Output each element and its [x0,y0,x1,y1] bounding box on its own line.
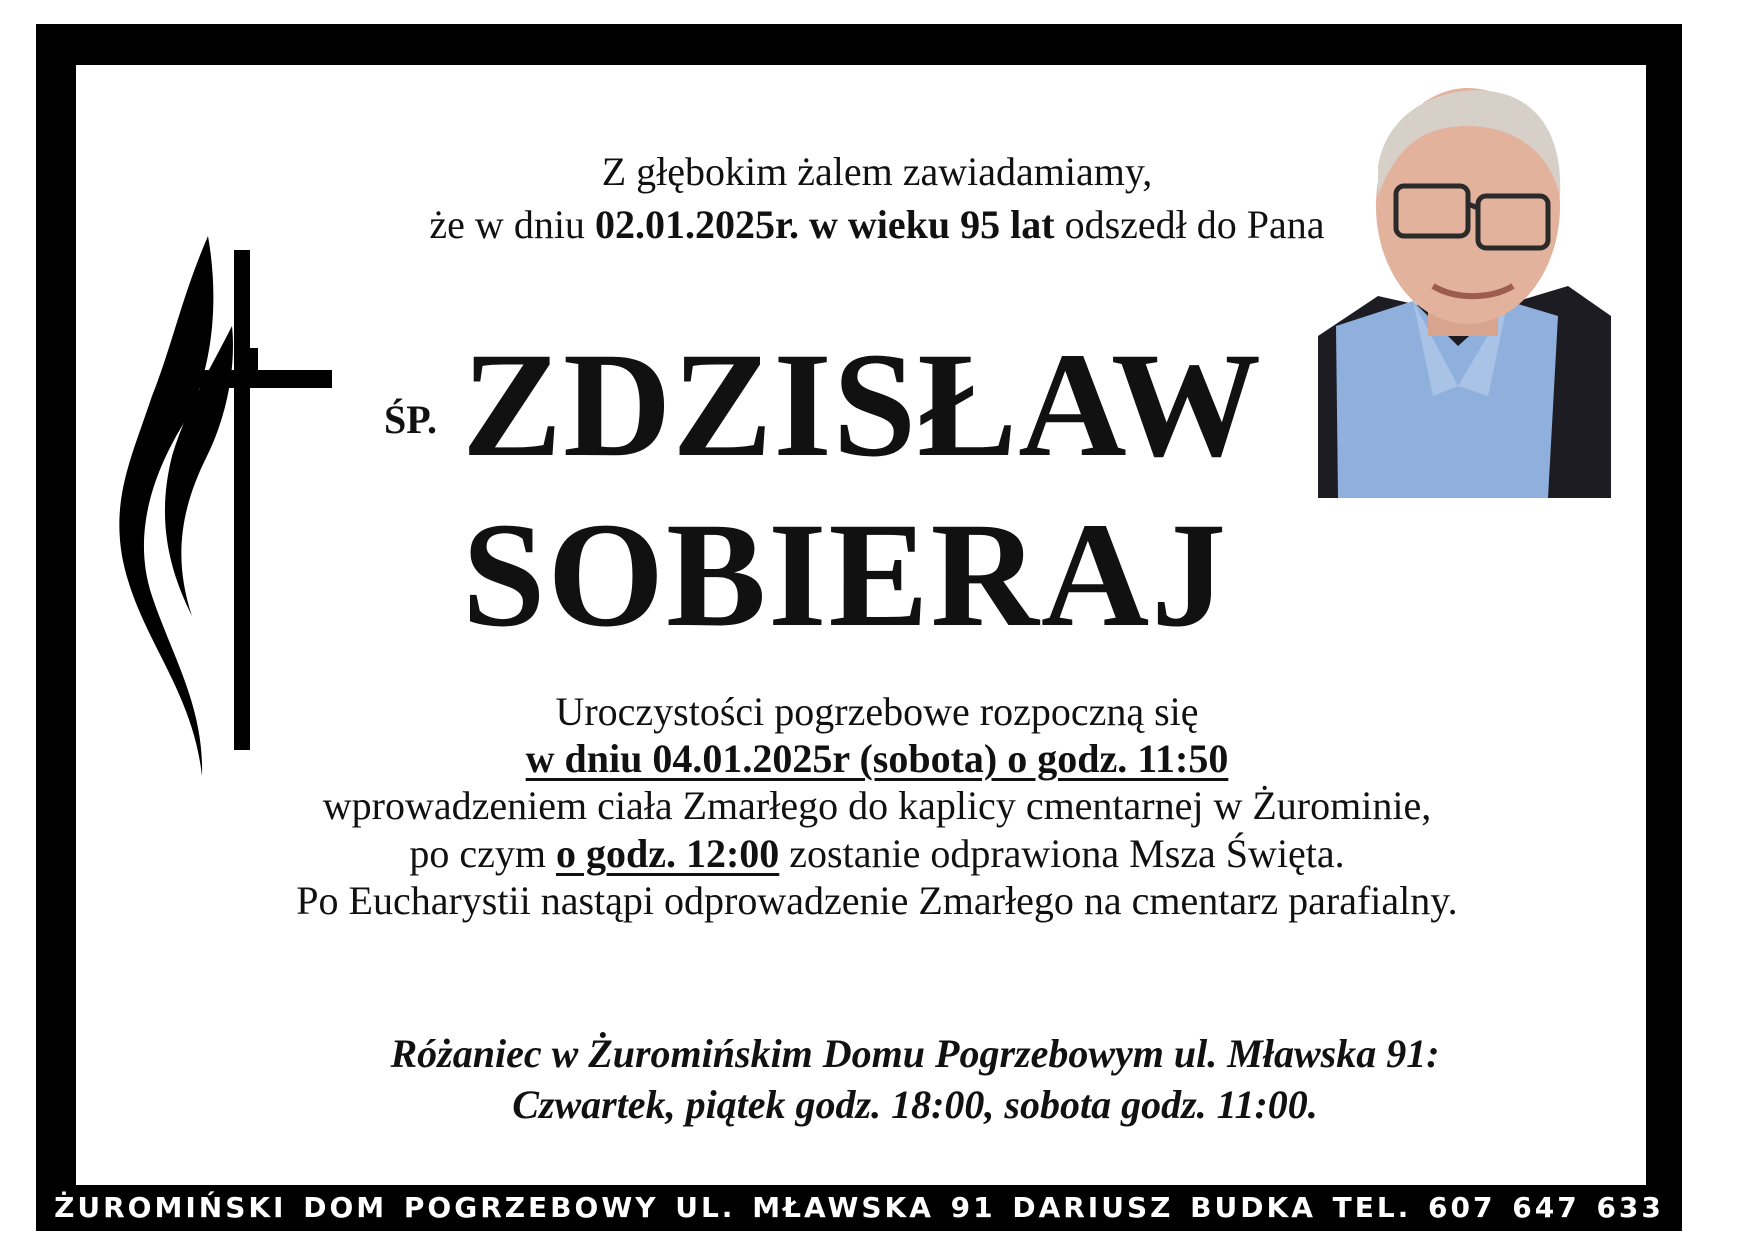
intro-line-1: Z głębokim żalem zawiadamiamy, [601,149,1153,194]
age: w wieku 95 lat [799,202,1055,247]
ceremony-line-4 [0,832,1754,876]
mass-time: o godz. 12:00 [555,831,780,876]
last-name: SOBIERAJ [462,492,1229,658]
portrait-photo [1318,86,1611,498]
ceremony-line-2 [0,737,1754,781]
ceremony-line-3: wprowadzeniem ciała Zmarłego do kaplicy cmentarnej w Żurominie, [322,783,1432,828]
ceremony-line-4-b: zostanie odprawiona Msza Święta. [779,831,1345,876]
name-prefix: ŚP. [384,397,438,442]
rosary-line-1: Różaniec w Żuromińskim Domu Pogrzebowym ul. Mławska 91: [390,1031,1440,1076]
ceremony-date-time: w dniu 04.01.2025r (sobota) o godz. 11:50 [525,736,1229,781]
intro-line-2-b: odszedł do Pana [1054,202,1325,247]
first-name: ZDZISŁAW [462,322,1262,488]
funeral-home-footer: ŻUROMIŃSKI DOM POGRZEBOWY UL. MŁAWSKA 91 DARIUSZ BUDKA TEL. 607 647 633 [54,1191,1664,1224]
intro-line-2 [0,203,1754,247]
intro-line-2-a: że w dniu [429,202,595,247]
ceremony-line-5: Po Eucharystii nastąpi odprowadzenie Zmarłego na cmentarz parafialny. [296,878,1458,923]
death-date: 02.01.2025r. [594,202,800,247]
ceremony-line-4-a: po czym [409,831,556,876]
rosary-line-2: Czwartek, piątek godz. 18:00, sobota godz. 11:00. [512,1082,1318,1127]
ceremony-line-1: Uroczystości pogrzebowe rozpoczną się [555,689,1199,734]
